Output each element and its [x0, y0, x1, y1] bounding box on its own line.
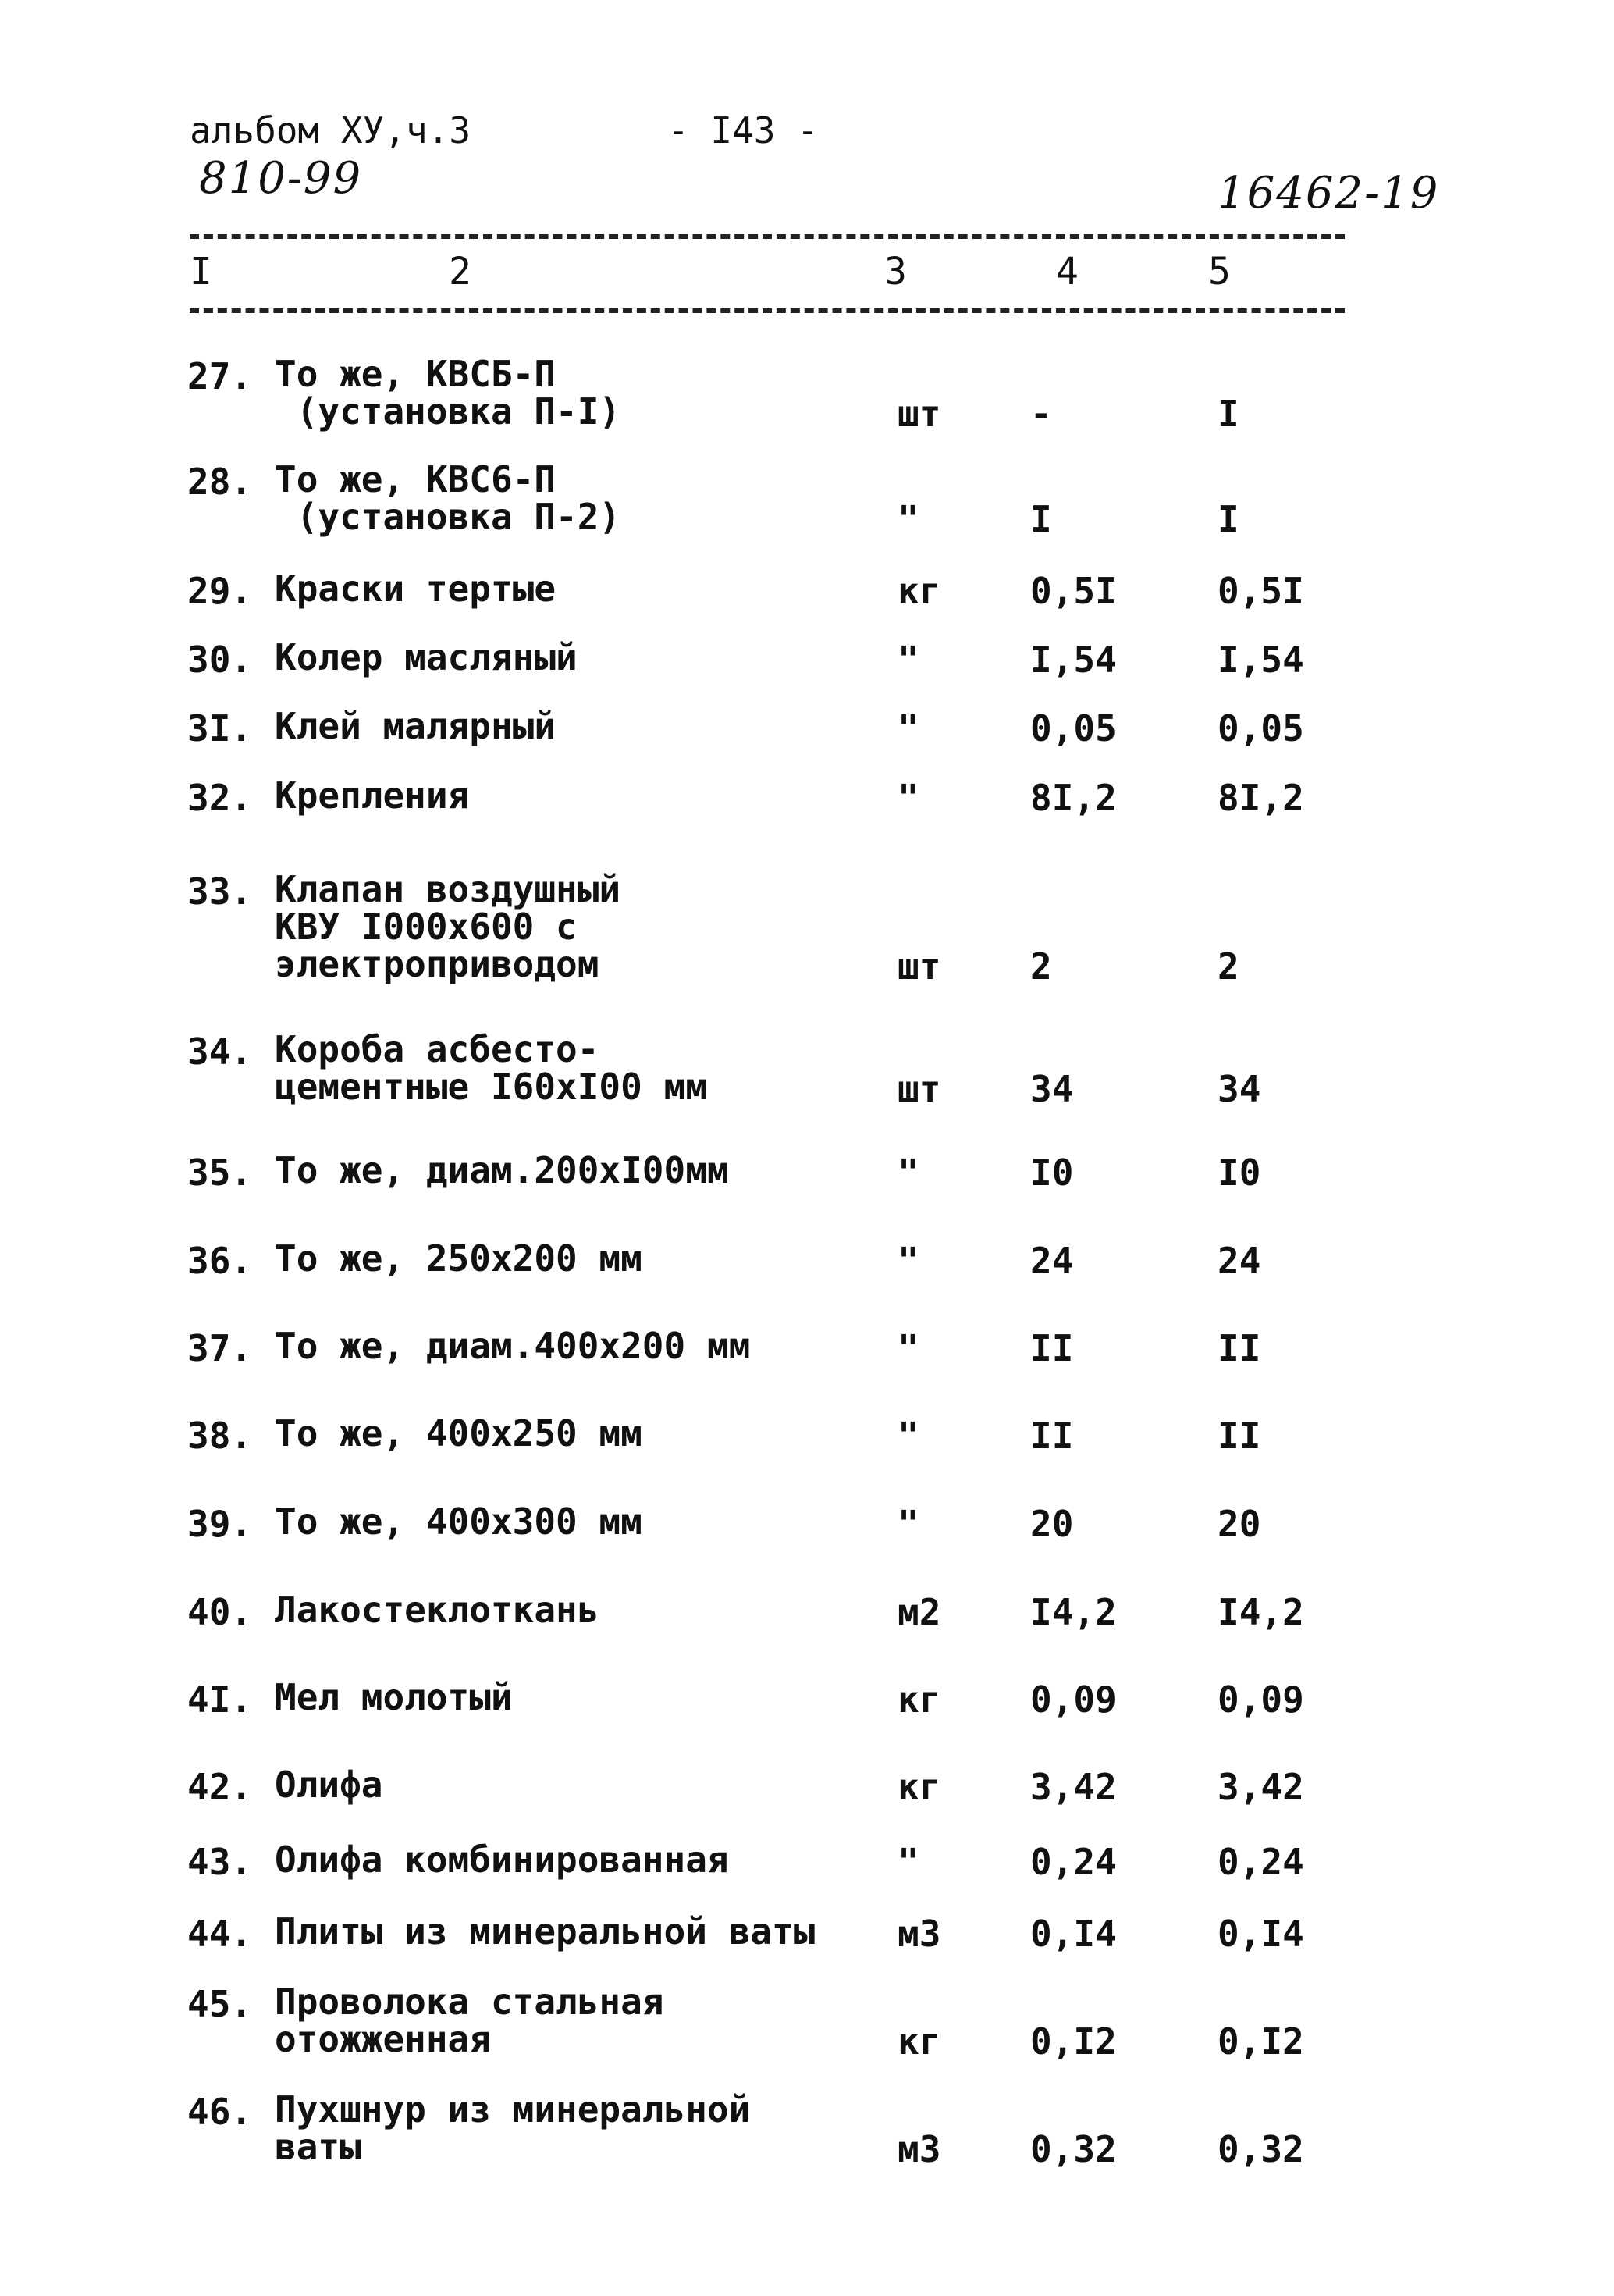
- item-name: [275, 1591, 599, 1629]
- item-name: [275, 1764, 383, 1806]
- quantity-col5: I0: [1218, 1152, 1261, 1194]
- row-number: 44.: [187, 1913, 253, 1955]
- table-header-rule: [190, 308, 1345, 313]
- item-name: [275, 1327, 750, 1365]
- item-name-line: Колер масляный: [275, 636, 578, 678]
- unit-of-measure: кг: [898, 2020, 941, 2063]
- unit-of-measure: ": [898, 707, 919, 749]
- handwritten-code-left: 810-99: [199, 153, 363, 204]
- item-name: [275, 1028, 707, 1108]
- quantity-col4: 8I,2: [1030, 777, 1117, 819]
- row-number: 35.: [187, 1152, 253, 1194]
- item-name: [275, 707, 556, 745]
- item-name: [275, 1910, 816, 1952]
- item-name-line: То же, КВСБ-П: [275, 353, 556, 395]
- quantity-col4: I: [1030, 498, 1052, 540]
- unit-of-measure: ": [898, 639, 919, 681]
- row-number: 42.: [187, 1766, 253, 1808]
- row-number: 34.: [187, 1031, 253, 1073]
- item-name-line: Мел молотый: [275, 1676, 513, 1718]
- quantity-col5: 24: [1218, 1240, 1261, 1282]
- unit-of-measure: кг: [898, 1766, 941, 1808]
- handwritten-code-right: 16462-19: [1218, 168, 1440, 219]
- quantity-col4: 34: [1030, 1068, 1074, 1110]
- quantity-col5: 0,I4: [1218, 1913, 1304, 1955]
- quantity-col4: 0,I2: [1030, 2020, 1117, 2063]
- row-number: 3I.: [187, 707, 253, 749]
- item-name: [275, 1237, 642, 1280]
- item-name: [275, 774, 470, 817]
- item-name: [275, 1149, 729, 1191]
- item-name-line: Короба асбесто-: [275, 1028, 599, 1070]
- quantity-col4: 0,05: [1030, 707, 1117, 749]
- item-name-line: То же, диам.400х200 мм: [275, 1325, 751, 1367]
- row-number: 43.: [187, 1841, 253, 1883]
- quantity-col5: 8I,2: [1218, 777, 1304, 819]
- item-name-line: Пухшнур из минеральной: [275, 2088, 751, 2130]
- column-number-3: 3: [884, 250, 907, 294]
- row-number: 4I.: [187, 1678, 253, 1721]
- row-number: 39.: [187, 1503, 253, 1545]
- quantity-col5: I4,2: [1218, 1591, 1304, 1633]
- quantity-col5: II: [1218, 1327, 1261, 1369]
- item-name-line: Клапан воздушный: [275, 868, 621, 910]
- album-reference: альбом ХУ,ч.3: [190, 109, 471, 151]
- item-name: [275, 458, 621, 538]
- quantity-col5: 2: [1218, 945, 1239, 988]
- quantity-col5: 0,24: [1218, 1841, 1304, 1883]
- item-name-line: Крепления: [275, 774, 470, 817]
- quantity-col4: 0,09: [1030, 1678, 1117, 1721]
- unit-of-measure: ": [898, 1152, 919, 1194]
- item-name-line: (установка П-I): [275, 390, 621, 433]
- quantity-col4: 0,24: [1030, 1841, 1117, 1883]
- quantity-col4: 2: [1030, 945, 1052, 988]
- quantity-col5: 3,42: [1218, 1766, 1304, 1808]
- item-name-line: Клей малярный: [275, 705, 556, 747]
- quantity-col5: I: [1218, 393, 1239, 435]
- quantity-col4: -: [1030, 393, 1052, 435]
- quantity-col5: I: [1218, 498, 1239, 540]
- column-number-2: 2: [449, 250, 471, 294]
- quantity-col4: I0: [1030, 1152, 1074, 1194]
- item-name: [275, 1678, 513, 1716]
- quantity-col4: I,54: [1030, 639, 1117, 681]
- quantity-col4: 3,42: [1030, 1766, 1117, 1808]
- unit-of-measure: ": [898, 1240, 919, 1282]
- quantity-col5: 0,09: [1218, 1678, 1304, 1721]
- quantity-col4: 24: [1030, 1240, 1074, 1282]
- item-name-line: (установка П-2): [275, 496, 621, 538]
- unit-of-measure: кг: [898, 570, 941, 612]
- item-name-line: Краски тертые: [275, 568, 556, 610]
- unit-of-measure: ": [898, 1503, 919, 1545]
- row-number: 28.: [187, 461, 253, 503]
- quantity-col4: 0,5I: [1030, 570, 1117, 612]
- quantity-col4: I4,2: [1030, 1591, 1117, 1633]
- item-name-line: КВУ I000х600 с: [275, 906, 578, 948]
- item-name-line: Проволока стальная: [275, 1981, 664, 2023]
- item-name-line: Олифа комбинированная: [275, 1839, 729, 1881]
- row-number: 46.: [187, 2091, 253, 2133]
- quantity-col5: 0,05: [1218, 707, 1304, 749]
- item-name-line: То же, 400х300 мм: [275, 1500, 642, 1543]
- item-name: [275, 1983, 664, 2058]
- row-number: 33.: [187, 870, 253, 913]
- row-number: 45.: [187, 1983, 253, 2025]
- item-name-line: То же, КВС6-П: [275, 458, 556, 500]
- column-number-1: I: [190, 250, 212, 294]
- row-number: 29.: [187, 570, 253, 612]
- unit-of-measure: ": [898, 498, 919, 540]
- item-name: [275, 1500, 642, 1543]
- page-number: - I43 -: [667, 109, 819, 151]
- quantity-col4: 0,I4: [1030, 1913, 1117, 1955]
- quantity-col4: II: [1030, 1415, 1074, 1457]
- unit-of-measure: ": [898, 777, 919, 819]
- row-number: 30.: [187, 639, 253, 681]
- unit-of-measure: шт: [898, 1068, 941, 1110]
- item-name-line: То же, 250х200 мм: [275, 1237, 642, 1280]
- item-name-line: Плиты из минеральной ваты: [275, 1910, 816, 1952]
- item-name-line: Лакостеклоткань: [275, 1589, 599, 1631]
- row-number: 32.: [187, 777, 253, 819]
- row-number: 36.: [187, 1240, 253, 1282]
- unit-of-measure: м3: [898, 2128, 941, 2170]
- row-number: 27.: [187, 355, 253, 397]
- item-name-line: отожженная: [275, 2018, 491, 2060]
- quantity-col5: 0,32: [1218, 2128, 1304, 2170]
- item-name: [275, 568, 556, 610]
- unit-of-measure: ": [898, 1415, 919, 1457]
- quantity-col4: II: [1030, 1327, 1074, 1369]
- unit-of-measure: шт: [898, 393, 941, 435]
- item-name: [275, 1412, 642, 1454]
- item-name-line: То же, диам.200хI00мм: [275, 1149, 729, 1191]
- item-name-line: цементные I60хI00 мм: [275, 1066, 707, 1108]
- item-name-line: ваты: [275, 2126, 361, 2168]
- item-name: [275, 2088, 751, 2168]
- row-number: 40.: [187, 1591, 253, 1633]
- quantity-col4: 20: [1030, 1503, 1074, 1545]
- column-number-4: 4: [1056, 250, 1079, 294]
- row-number: 38.: [187, 1415, 253, 1457]
- unit-of-measure: кг: [898, 1678, 941, 1721]
- unit-of-measure: м3: [898, 1913, 941, 1955]
- item-name: [275, 1839, 729, 1881]
- row-number: 37.: [187, 1327, 253, 1369]
- column-number-5: 5: [1208, 250, 1231, 294]
- item-name: [275, 636, 578, 678]
- table-top-rule: [190, 234, 1345, 239]
- item-name-line: То же, 400х250 мм: [275, 1412, 642, 1454]
- quantity-col5: I,54: [1218, 639, 1304, 681]
- unit-of-measure: шт: [898, 945, 941, 988]
- quantity-col5: 20: [1218, 1503, 1261, 1545]
- quantity-col5: 0,I2: [1218, 2020, 1304, 2063]
- quantity-col4: 0,32: [1030, 2128, 1117, 2170]
- unit-of-measure: м2: [898, 1591, 941, 1633]
- item-name: [275, 353, 621, 433]
- unit-of-measure: ": [898, 1841, 919, 1883]
- item-name-line: электроприводом: [275, 943, 599, 985]
- quantity-col5: 34: [1218, 1068, 1261, 1110]
- item-name: [275, 870, 620, 983]
- item-name-line: Олифа: [275, 1764, 383, 1806]
- quantity-col5: 0,5I: [1218, 570, 1304, 612]
- quantity-col5: II: [1218, 1415, 1261, 1457]
- unit-of-measure: ": [898, 1327, 919, 1369]
